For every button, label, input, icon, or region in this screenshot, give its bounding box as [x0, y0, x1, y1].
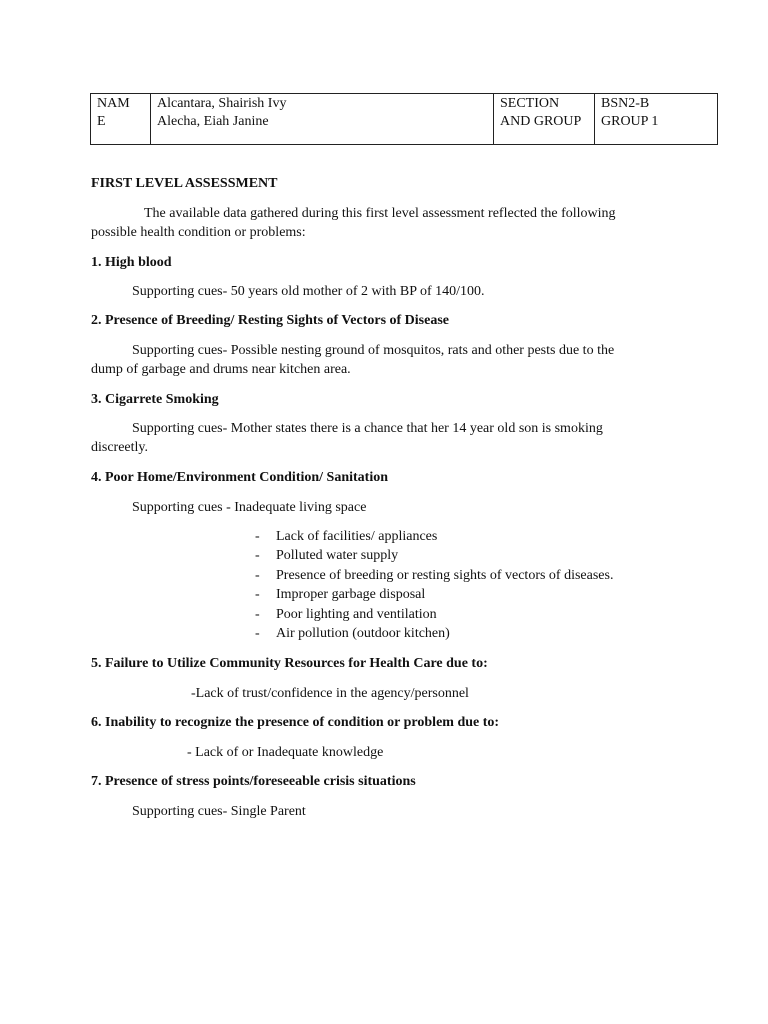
item-3-heading	[91, 390, 219, 410]
item-5-heading: 5. Failure to Utilize Community Resources for Health Care due to:	[91, 656, 488, 671]
item-7-cue: Supporting cues- Single Parent	[132, 804, 306, 819]
intro-line-1: The available data gathered during this first level assessment reflected the following	[144, 206, 616, 221]
name-label-cell	[91, 94, 151, 144]
section-value-cell	[595, 94, 717, 144]
item-5-cue: -Lack of trust/confidence in the agency/personnel	[191, 686, 469, 701]
header-table	[90, 93, 718, 145]
item-6-heading: 6. Inability to recognize the presence of condition or problem due to:	[91, 715, 500, 730]
item-1-heading: 1. High blood	[91, 255, 172, 270]
item-1-cue: Supporting cues- 50 years old mother of 2 with BP of 140/100.	[132, 284, 485, 299]
student-name-1: Alcantara, Shairish Ivy	[157, 96, 287, 111]
item-3-title: . Cigarrete Smoking	[98, 392, 219, 407]
list-item	[255, 605, 613, 624]
student-name-2: Alecha, Eiah Janine	[157, 114, 269, 129]
item-4-cue: Supporting cues - Inadequate living space	[132, 500, 367, 515]
item-3-cue-line-1: Supporting cues- Mother states there is a chance that her 14 year old son is smoking	[132, 421, 603, 436]
item-7-heading: 7. Presence of stress points/foreseeable crisis situations	[91, 774, 416, 789]
document-title: FIRST LEVEL ASSESSMENT	[91, 176, 278, 191]
item-2-cue-line-1: Supporting cues- Possible nesting ground of mosquitos, rats and other pests due to the	[132, 343, 615, 358]
dash-marker: -	[255, 548, 260, 564]
section-label-cell	[494, 94, 595, 144]
list-item	[255, 566, 613, 585]
dash-marker: -	[255, 529, 260, 544]
list-item-text: Presence of breeding or resting sights of vectors of diseases.	[276, 567, 614, 583]
item-3-cue-line-2: discreetly.	[91, 440, 149, 455]
name-label-line-2: E	[97, 114, 106, 129]
list-item-text: Lack of facilities/ appliances	[276, 529, 438, 544]
list-item-text: Improper garbage disposal	[276, 587, 426, 603]
dash-marker: -	[255, 587, 260, 603]
intro-line-2: possible health condition or problems:	[91, 225, 306, 240]
dash-marker: -	[255, 606, 260, 622]
item-2-heading: 2. Presence of Breeding/ Resting Sights of Vectors of Disease	[91, 313, 449, 328]
group-value: GROUP 1	[601, 114, 659, 129]
dash-marker: -	[255, 567, 260, 583]
section-label-line-2: AND GROUP	[500, 114, 582, 129]
names-cell	[151, 94, 494, 144]
list-item-text: Polluted water supply	[276, 548, 399, 564]
item-4-heading: 4. Poor Home/Environment Condition/ Sanitation	[91, 470, 389, 485]
section-value: BSN2-B	[601, 96, 650, 111]
item-2-cue-line-2: dump of garbage and drums near kitchen area.	[91, 362, 351, 377]
list-item-text: Poor lighting and ventilation	[276, 606, 437, 622]
section-label-line-1: SECTION	[500, 96, 560, 111]
dash-marker: -	[255, 625, 260, 641]
item-3-number: 3	[91, 392, 98, 407]
list-item	[255, 527, 613, 546]
item-6-cue: - Lack of or Inadequate knowledge	[187, 745, 384, 760]
list-item	[255, 624, 613, 643]
list-item	[255, 585, 613, 604]
list-item-text: Air pollution (outdoor kitchen)	[276, 625, 450, 641]
name-label-line-1: NAM	[97, 96, 130, 111]
list-item	[255, 546, 613, 565]
item-4-bullet-list	[255, 527, 613, 643]
